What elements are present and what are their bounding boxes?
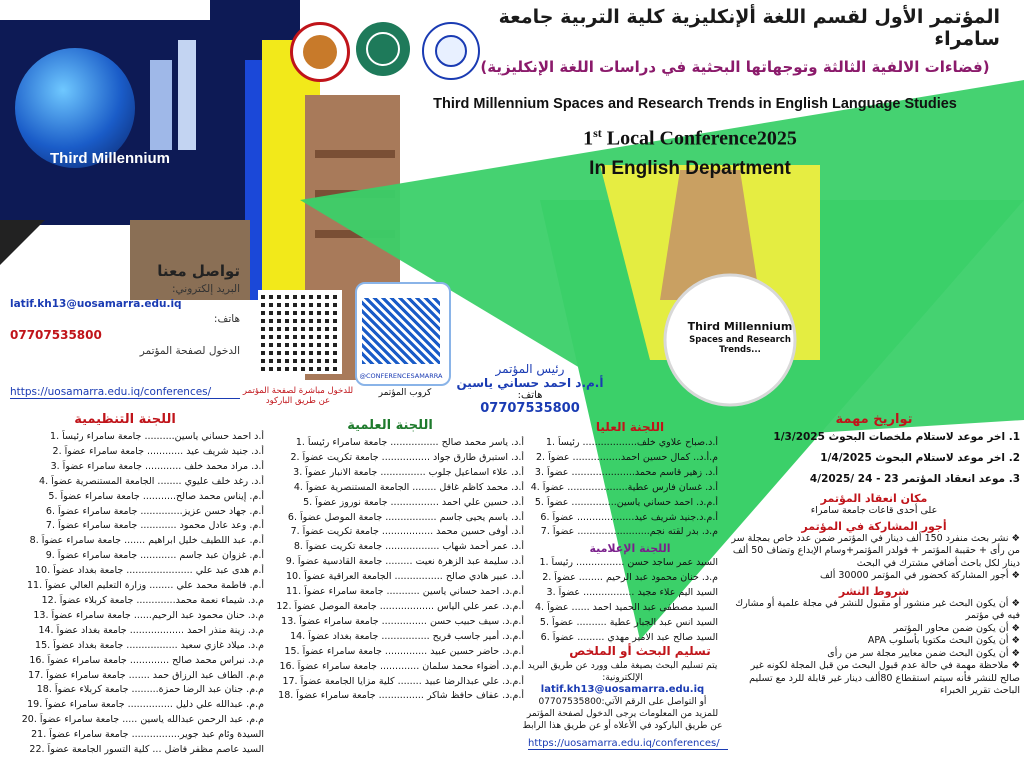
globe-label: Third Millennium (50, 150, 170, 167)
media-member: السيد صالح عبد الامير مهدي ......... عضواً .6 (540, 631, 718, 643)
scientific-member: أ.م.د. عفاف حافظ شاكر ............... جامعة سامراء عضواً .18 (278, 690, 524, 702)
organizing-member: م.م. عبدالله علي دليل ............... جامعة سامراء عضواً .19 (27, 699, 264, 711)
skyscraper-icon (150, 60, 172, 150)
submission-email[interactable]: latif.kh13@uosamarra.edu.iq (540, 684, 705, 695)
organizing-member: أ.م. إيناس محمد صالح........... جامعة سامراء عضواً .5 (48, 490, 264, 502)
organizing-list (2, 430, 264, 758)
date-item: 1. اخر موعد لاستلام ملخصات البحوث 1/3/2025 (773, 431, 1020, 443)
organizing-member: م.د. زينة منذر احمد .................. جامعة بغداد عضواً .14 (38, 624, 264, 636)
date-item: 3. موعد انعقاد المؤتمر 23 - 24 /4/2025 (809, 473, 1020, 485)
department-title: In English Department (589, 158, 791, 179)
media-list (528, 556, 718, 645)
condition-item: ❖ أن يكون البحث غير منشور أو مقبول للنشر في مجلة علمية أو مشارك فيه في مؤتمر (735, 597, 1020, 621)
conditions-heading: شروط النشر (838, 584, 910, 598)
scientific-member: أ.د. ياسر محمد صالح ................ جامعة سامراء رئيساً .1 (295, 437, 524, 448)
supreme-list (528, 436, 718, 540)
scientific-member: أ.د. محمد كاظم غافل ........ الجامعة المستنصرية عضواً .4 (293, 481, 524, 493)
organizing-member: أ.د احمد حساني ياسين.......... جامعة سامراء رئيساً .1 (50, 431, 264, 442)
organizing-member: م.د. حنان محمود عبد الرحيم...... جامعة سامراء عضواً .13 (33, 609, 264, 621)
scientific-member: أ.د. عبير هادي صالح ................ الجامعة العراقية عضواً .10 (286, 571, 524, 583)
organizing-member: م.م. عبد الرحمن عبدالله ياسين ..... جامعة سامراء عضواً .20 (21, 714, 264, 726)
scientific-member: أ.د. حسين علي احمد ................ جامعة نوروز عضواً .5 (303, 496, 524, 508)
submission-line1: يتم تسليم البحث بصيغة ملف وورد عن طريق البريد الإلكترونية: (527, 661, 718, 683)
scientific-member: أ.م.د. أضواء محمد سلمان ............. جامعة سامراء عضواً .16 (279, 660, 524, 672)
circle-line2: Spaces and Research (689, 335, 791, 345)
organizing-member: السيد عاصم مظفر فاضل ... كلية التسور الجامعة عضواً .22 (29, 744, 264, 756)
qr-left-caption: للدخول مباشرة لصفحة المؤتمر عن طريق الباركود (242, 386, 354, 406)
university-logo-icon (290, 22, 350, 82)
date-item: 2. اخر موعد لاستلام البحوث 1/4/2025 (820, 452, 1020, 464)
president-block (455, 362, 605, 416)
supreme-member: أ.د. زهير قاسم محمد..................... عضواً .3 (534, 466, 718, 478)
scientific-member: أ.م.د. سيف حبيب حسن ............... جامعة سامراء عضواً .13 (281, 615, 524, 627)
fee-item: ❖ أجور المشاركة كحضور في المؤتمر 30000 ألف (819, 570, 1020, 581)
skyscraper-icon (178, 40, 196, 150)
phone-number: 07707535800 (10, 328, 102, 342)
condition-item: ❖ ملاحظة مهمة في حالة عدم قبول البحث من قبل المجلة لكونه غير صالح للنشر فأنه سيتم استقطاع 80ألف دينار غير قابلة للرد مع تسليم الباحث تقرير الخبراء (749, 660, 1020, 696)
scientific-list (262, 436, 524, 704)
qr-code-group[interactable] (362, 298, 440, 364)
contact-section (10, 262, 240, 357)
scientific-member: أ.م.د. علي عبدالرضا عبيد ........ كلية مزايا الجامعة عضواً .17 (282, 675, 524, 687)
scientific-member: أ.د. علاء اسماعيل جلوب ............... جامعة الانبار عضواً .3 (293, 466, 524, 478)
arabic-subtitle: (فضاءات الالفية الثالثة وتوجهاتها البحثية في دراسات اللغة الإنكليزية) (480, 58, 990, 76)
organizing-member: م.د. نبراس محمد صالح ............. جامعة سامراء عضواً .16 (29, 654, 264, 666)
supreme-member: أ.م.د. احمد حساني ياسين............... عضواً .5 (534, 496, 718, 508)
fees-heading: أجور المشاركة في المؤتمر (801, 519, 947, 533)
circle-line3: Trends... (719, 345, 761, 355)
president-title: رئيس المؤتمر (495, 362, 565, 376)
submission-block (520, 660, 725, 732)
media-member: السيد عمر ساجد حسن ................ رئيساً .1 (539, 557, 718, 568)
supreme-member: أ.د.صباح علاوي خلف.................. رئيساً .1 (545, 437, 718, 448)
email-link[interactable]: latif.kh13@uosamarra.edu.iq (10, 298, 182, 310)
qr-right-caption: كروب المؤتمر (378, 388, 432, 398)
organizing-member: أ.م. غزوان عبد جاسم ............ جامعة سامراء عضواً .9 (45, 550, 264, 562)
organizing-member: م.م. الطاف عبد الرزاق حمد ....... جامعة سامراء عضواً .17 (28, 669, 264, 681)
scientific-member: أ.د. استبرق طارق جواد ................ جامعة تكريت عضواً .2 (290, 451, 524, 463)
organizing-member: أ.م. عبد اللطيف خليل ابراهيم ....... جامعة سامراء عضواً .8 (29, 535, 264, 547)
organizing-member: أ.د. جنيد شريف عيد ............ جامعة سامراء عضواً .2 (52, 445, 264, 457)
page-label: الدخول لصفحة المؤتمر (139, 345, 240, 357)
dates-heading: تواريخ مهمة (835, 412, 913, 427)
president-name: أ.م.د احمد حساني ياسين (456, 376, 604, 390)
conditions-list (728, 598, 1020, 698)
supreme-member: م.أ.د.. كمال حسين احمد................ عضواً .2 (535, 451, 718, 463)
condition-item: ❖ أن يكون البحث ضمن معايير مجلة سر من رأى (827, 647, 1020, 659)
arabic-title: المؤتمر الأول لقسم اللغة ألإنكليزية كلية التربية جامعة سامراء (498, 6, 1000, 50)
submission-heading: تسليم البحث أو الملخص (569, 644, 711, 658)
organizing-member: م.م. جنان عبد الرضا حمزة......... جامعة كربلاء عضواً .18 (36, 684, 264, 696)
organizing-member: أ.م. فاطمة محمد علي ........ وزارة التعليم العالي عضواً .11 (27, 580, 264, 592)
conference-title: 1st Local Conference2025 (583, 126, 797, 150)
phone-label: هاتف: (213, 313, 240, 325)
scientific-member: أ.د. باسم يحيى جاسم ................. جامعة الموصل عضواً .6 (287, 511, 524, 523)
media-member: السيد اليم علاء مجيد ................. عضواً .3 (546, 586, 718, 598)
submission-line2: أو التواصل على الرقم الآتي:07707535800 (538, 697, 707, 707)
supreme-member: أ.د. غسان فارس عطية.................... عضواً .4 (530, 481, 718, 493)
organizing-heading: اللجنة التنظيمية (74, 412, 176, 427)
organizing-member: أ.م. وعد عادل محمود ............ جامعة سامراء عضواً .7 (45, 520, 264, 532)
fees-list (728, 533, 1020, 583)
scientific-member: أ.د. أوفى حسين محمد ................. جامعة تكريت عضواً .7 (290, 526, 524, 538)
info-column (728, 410, 1020, 698)
circle-text (665, 320, 815, 355)
venue-heading: مكان انعقاد المؤتمر (820, 492, 928, 505)
venue-text: على أحدى قاعات جامعة سامراء (810, 505, 938, 516)
circle-line1: Third Millennium (687, 320, 793, 333)
conference-url-link[interactable]: https://uosamarra.edu.iq/conferences/ (10, 386, 240, 399)
organizing-member: أ.م. جهاد حسن عزيز.............. جامعة سامراء عضواً .6 (45, 505, 264, 517)
organizing-member: السيدة وئام عبد جوير................ جامعة سامراء عضواً .21 (31, 729, 264, 741)
condition-item: ❖ أن يكون ضمن محاور المؤتمر (893, 622, 1020, 634)
organizing-member: م.د. ميلاد غازي سعيد ................. جامعة بغداد عضواً .15 (35, 639, 264, 651)
condition-item: ❖ أن يكون البحث مكتوبا بأسلوب APA (867, 635, 1020, 646)
contact-heading: تواصل معنا (157, 262, 240, 280)
president-phone-label: هاتف: (517, 390, 543, 401)
scientific-member: أ.د. سليمة عبد الزهرة نعيت ......... جامعة القادسية عضواً .9 (285, 556, 524, 568)
organizing-member: م.د. شيماء نعمة محمد............. جامعة كربلاء عضواً .12 (41, 594, 264, 606)
english-subtitle: Third Millennium Spaces and Research Trends in English Language Studies (433, 96, 957, 112)
college-logo-icon (356, 22, 410, 76)
supreme-member: م.د. بدر لقته نجم........................ عضواً .7 (540, 526, 718, 538)
supreme-member: أ.م.د.جنيد شريف عيد................... عضواً .6 (540, 511, 718, 523)
qr-code-website[interactable] (258, 290, 342, 374)
scientific-member: أ.م.د. احمد حساني ياسين ........... جامعة سامراء عضواً .11 (286, 586, 524, 598)
organizing-member: أ.م هدى عبد علي ...................... جامعة بغداد عضواً .10 (34, 565, 264, 577)
qr-handle: @CONFERENCESAMARRA (359, 372, 443, 380)
scientific-member: أ.م.د. عمر علي الياس .................. جامعة الموصل عضواً .12 (276, 600, 524, 612)
scientific-member: أ.م.د. حاضر حسين عبيد .............. جامعة سامراء عضواً .15 (284, 645, 524, 657)
dates-list (728, 427, 1020, 490)
fee-item: ❖ نشر بحث منفرد 150 ألف دينار في المؤتمر ضمن عدد خاص بمجلة سر من رأى + حقيبة المؤتمر + فولدر المؤتمر+وسام الإبداع وتضاف 50 ألف دينار لكل باحث أضافي مشترك في البحث (731, 532, 1020, 569)
president-phone: 07707535800 (480, 401, 580, 416)
email-label: البريد إلكتروني: (171, 283, 240, 295)
media-member: م.د. حنان محمود عبد الرحيم ........ عضواً .2 (542, 571, 718, 583)
scientific-heading: اللجنة العلمية (347, 418, 433, 433)
scientific-member: أ.د. عمر أحمد شهاب .................. جامعة تكريت عضواً .8 (293, 541, 524, 553)
media-member: السيد انس عبد الجبار عطية .......... عضواً .5 (539, 616, 718, 628)
submission-url-link[interactable]: https://uosamarra.edu.iq/conferences/ (528, 738, 728, 750)
scientific-member: أ.م.د. أمير جاسب فريح ................ جامعة بغداد عضواً .14 (290, 630, 524, 642)
organizing-member: أ.د. رغد خلف عليوي ........ الجامعة المستنصرية عضواً .4 (39, 475, 264, 487)
media-member: السيد مصطفى عبد الحميد احمد ...... عضواً .4 (534, 601, 718, 613)
supreme-heading: اللجنة العليا (595, 420, 665, 434)
submission-line3: للمزيد من المعلومات يرجى الدخول لصفحة المؤتمر عن طريق الباركود في الأعلاه أو عن طريق هذا الرابط (522, 709, 723, 731)
media-heading: اللجنة الإعلامية (589, 542, 671, 555)
organizing-member: أ.د. مراد محمد خلف ............ جامعة سامراء عضواً .3 (50, 460, 264, 472)
